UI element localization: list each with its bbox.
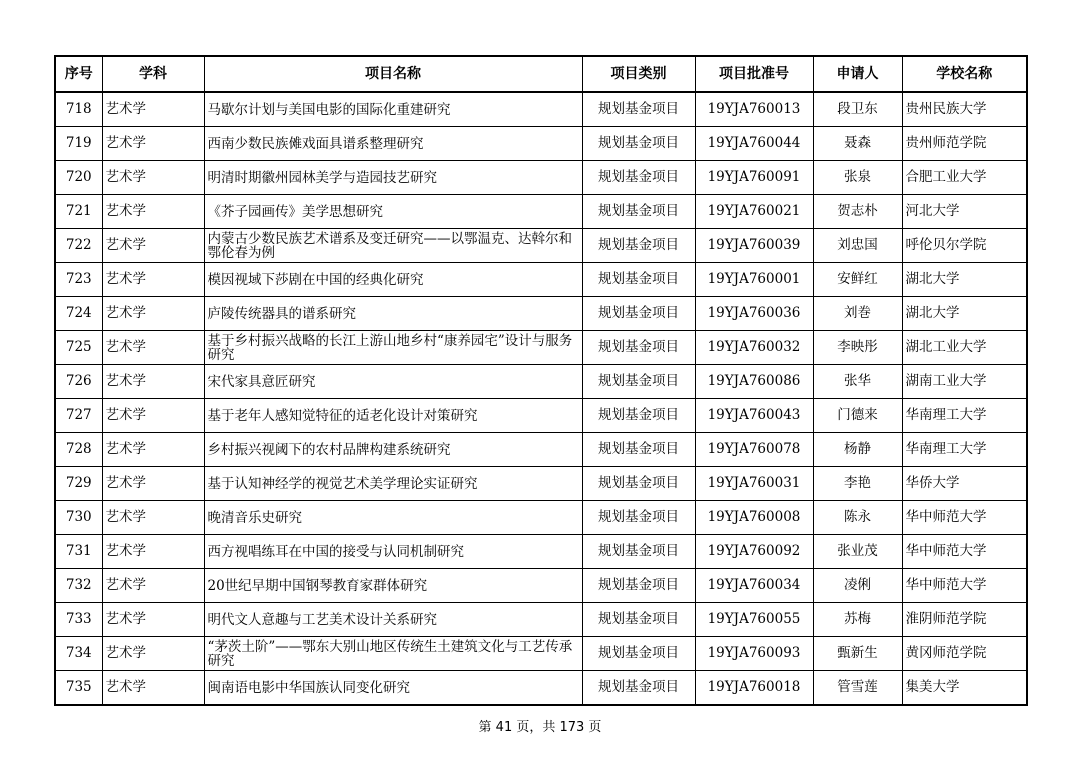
cell-project-type: 规划基金项目 — [582, 127, 695, 161]
cell-project-type: 规划基金项目 — [582, 331, 695, 365]
cell-applicant: 张泉 — [813, 161, 902, 195]
cell-school: 集美大学 — [902, 671, 1027, 706]
cell-index: 731 — [55, 535, 102, 569]
cell-index: 728 — [55, 433, 102, 467]
cell-approval-number: 19YJA760044 — [695, 127, 813, 161]
header-discipline: 学科 — [102, 56, 204, 92]
table-row — [55, 229, 1027, 263]
cell-project-name: 《芥子园画传》美学思想研究 — [204, 195, 582, 229]
cell-index: 734 — [55, 637, 102, 671]
cell-project-type: 规划基金项目 — [582, 263, 695, 297]
header-applicant: 申请人 — [813, 56, 902, 92]
cell-school: 湖北工业大学 — [902, 331, 1027, 365]
table-row — [55, 671, 1027, 706]
cell-approval-number: 19YJA760039 — [695, 229, 813, 263]
cell-applicant: 张业茂 — [813, 535, 902, 569]
cell-approval-number: 19YJA760091 — [695, 161, 813, 195]
cell-approval-number: 19YJA760093 — [695, 637, 813, 671]
cell-index: 724 — [55, 297, 102, 331]
cell-project-type: 规划基金项目 — [582, 467, 695, 501]
table-row — [55, 637, 1027, 671]
cell-approval-number: 19YJA760078 — [695, 433, 813, 467]
cell-approval-number: 19YJA760008 — [695, 501, 813, 535]
cell-school: 华南理工大学 — [902, 433, 1027, 467]
cell-project-name: 庐陵传统器具的谱系研究 — [204, 297, 582, 331]
cell-discipline: 艺术学 — [102, 331, 204, 365]
cell-school: 黄冈师范学院 — [902, 637, 1027, 671]
cell-project-type: 规划基金项目 — [582, 637, 695, 671]
cell-school: 湖北大学 — [902, 263, 1027, 297]
cell-applicant: 凌俐 — [813, 569, 902, 603]
cell-discipline: 艺术学 — [102, 92, 204, 127]
cell-index: 723 — [55, 263, 102, 297]
table-row — [55, 467, 1027, 501]
cell-school: 呼伦贝尔学院 — [902, 229, 1027, 263]
cell-approval-number: 19YJA760031 — [695, 467, 813, 501]
table-row — [55, 195, 1027, 229]
cell-project-type: 规划基金项目 — [582, 671, 695, 706]
header-project-type: 项目类别 — [582, 56, 695, 92]
cell-school: 华中师范大学 — [902, 535, 1027, 569]
cell-project-type: 规划基金项目 — [582, 161, 695, 195]
table-row — [55, 263, 1027, 297]
cell-index: 719 — [55, 127, 102, 161]
cell-project-name: 宋代家具意匠研究 — [204, 365, 582, 399]
cell-index: 720 — [55, 161, 102, 195]
table-row — [55, 535, 1027, 569]
cell-discipline: 艺术学 — [102, 569, 204, 603]
cell-school: 贵州民族大学 — [902, 92, 1027, 127]
table-row — [55, 603, 1027, 637]
cell-approval-number: 19YJA760034 — [695, 569, 813, 603]
cell-project-type: 规划基金项目 — [582, 297, 695, 331]
cell-school: 合肥工业大学 — [902, 161, 1027, 195]
table-row — [55, 365, 1027, 399]
cell-project-type: 规划基金项目 — [582, 399, 695, 433]
table-row — [55, 569, 1027, 603]
cell-approval-number: 19YJA760043 — [695, 399, 813, 433]
cell-applicant: 陈永 — [813, 501, 902, 535]
cell-project-name: 乡村振兴视阈下的农村品牌构建系统研究 — [204, 433, 582, 467]
cell-applicant: 聂森 — [813, 127, 902, 161]
cell-index: 718 — [55, 92, 102, 127]
cell-project-name: 基于乡村振兴战略的长江上游山地乡村“康养园宅”设计与服务研究 — [204, 331, 582, 365]
cell-applicant: 张华 — [813, 365, 902, 399]
cell-approval-number: 19YJA760086 — [695, 365, 813, 399]
cell-project-name: 明清时期徽州园林美学与造园技艺研究 — [204, 161, 582, 195]
table-body — [55, 92, 1027, 705]
cell-index: 733 — [55, 603, 102, 637]
cell-discipline: 艺术学 — [102, 637, 204, 671]
cell-school: 华中师范大学 — [902, 501, 1027, 535]
cell-approval-number: 19YJA760092 — [695, 535, 813, 569]
cell-school: 贵州师范学院 — [902, 127, 1027, 161]
cell-index: 722 — [55, 229, 102, 263]
cell-project-type: 规划基金项目 — [582, 229, 695, 263]
cell-project-name: 马歇尔计划与美国电影的国际化重建研究 — [204, 92, 582, 127]
header-school: 学校名称 — [902, 56, 1027, 92]
cell-index: 735 — [55, 671, 102, 706]
page-footer: 第 41 页，共 173 页 — [478, 720, 602, 735]
cell-applicant: 门德来 — [813, 399, 902, 433]
table-row — [55, 161, 1027, 195]
cell-applicant: 贺志朴 — [813, 195, 902, 229]
cell-applicant: 刘巻 — [813, 297, 902, 331]
cell-index: 721 — [55, 195, 102, 229]
cell-discipline: 艺术学 — [102, 535, 204, 569]
cell-applicant: 安鲜红 — [813, 263, 902, 297]
cell-approval-number: 19YJA760055 — [695, 603, 813, 637]
table-row — [55, 331, 1027, 365]
cell-index: 726 — [55, 365, 102, 399]
cell-school: 淮阴师范学院 — [902, 603, 1027, 637]
table-row — [55, 127, 1027, 161]
cell-discipline: 艺术学 — [102, 297, 204, 331]
cell-applicant: 苏梅 — [813, 603, 902, 637]
cell-project-name: 模因视域下莎剧在中国的经典化研究 — [204, 263, 582, 297]
cell-index: 727 — [55, 399, 102, 433]
cell-approval-number: 19YJA760001 — [695, 263, 813, 297]
cell-discipline: 艺术学 — [102, 229, 204, 263]
project-table — [54, 55, 1028, 706]
cell-discipline: 艺术学 — [102, 433, 204, 467]
table-row — [55, 92, 1027, 127]
cell-index: 730 — [55, 501, 102, 535]
cell-project-type: 规划基金项目 — [582, 535, 695, 569]
cell-discipline: 艺术学 — [102, 399, 204, 433]
cell-discipline: 艺术学 — [102, 127, 204, 161]
cell-discipline: 艺术学 — [102, 467, 204, 501]
cell-index: 725 — [55, 331, 102, 365]
cell-project-name: 内蒙古少数民族艺术谱系及变迁研究——以鄂温克、达斡尔和鄂伦春为例 — [204, 229, 582, 263]
cell-school: 湖南工业大学 — [902, 365, 1027, 399]
cell-discipline: 艺术学 — [102, 161, 204, 195]
cell-approval-number: 19YJA760036 — [695, 297, 813, 331]
cell-index: 729 — [55, 467, 102, 501]
header-approval-number: 项目批准号 — [695, 56, 813, 92]
cell-project-type: 规划基金项目 — [582, 365, 695, 399]
cell-school: 河北大学 — [902, 195, 1027, 229]
table-header-row — [55, 56, 1027, 92]
cell-applicant: 管雪莲 — [813, 671, 902, 706]
cell-school: 华南理工大学 — [902, 399, 1027, 433]
cell-project-name: 西南少数民族傩戏面具谱系整理研究 — [204, 127, 582, 161]
cell-project-type: 规划基金项目 — [582, 569, 695, 603]
cell-project-name: “茅茨土阶”——鄂东大别山地区传统生土建筑文化与工艺传承研究 — [204, 637, 582, 671]
cell-applicant: 李艳 — [813, 467, 902, 501]
cell-discipline: 艺术学 — [102, 365, 204, 399]
cell-project-name: 20世纪早期中国钢琴教育家群体研究 — [204, 569, 582, 603]
table-row — [55, 297, 1027, 331]
cell-applicant: 段卫东 — [813, 92, 902, 127]
cell-project-type: 规划基金项目 — [582, 501, 695, 535]
table-row — [55, 399, 1027, 433]
cell-discipline: 艺术学 — [102, 671, 204, 706]
cell-approval-number: 19YJA760018 — [695, 671, 813, 706]
cell-discipline: 艺术学 — [102, 195, 204, 229]
cell-project-type: 规划基金项目 — [582, 433, 695, 467]
cell-approval-number: 19YJA760013 — [695, 92, 813, 127]
cell-project-name: 基于认知神经学的视觉艺术美学理论实证研究 — [204, 467, 582, 501]
cell-project-type: 规划基金项目 — [582, 195, 695, 229]
table-row — [55, 433, 1027, 467]
cell-school: 华侨大学 — [902, 467, 1027, 501]
cell-project-type: 规划基金项目 — [582, 92, 695, 127]
cell-project-name: 闽南语电影中华国族认同变化研究 — [204, 671, 582, 706]
cell-index: 732 — [55, 569, 102, 603]
cell-discipline: 艺术学 — [102, 603, 204, 637]
header-index: 序号 — [55, 56, 102, 92]
cell-school: 华中师范大学 — [902, 569, 1027, 603]
cell-project-name: 晚清音乐史研究 — [204, 501, 582, 535]
cell-project-name: 明代文人意趣与工艺美术设计关系研究 — [204, 603, 582, 637]
cell-school: 湖北大学 — [902, 297, 1027, 331]
table-row — [55, 501, 1027, 535]
cell-applicant: 杨静 — [813, 433, 902, 467]
project-list-sheet — [54, 55, 1026, 706]
cell-approval-number: 19YJA760032 — [695, 331, 813, 365]
cell-project-name: 西方视唱练耳在中国的接受与认同机制研究 — [204, 535, 582, 569]
header-project-name: 项目名称 — [204, 56, 582, 92]
cell-project-name: 基于老年人感知觉特征的适老化设计对策研究 — [204, 399, 582, 433]
cell-discipline: 艺术学 — [102, 263, 204, 297]
cell-applicant: 甄新生 — [813, 637, 902, 671]
cell-applicant: 刘忠国 — [813, 229, 902, 263]
cell-applicant: 李映彤 — [813, 331, 902, 365]
cell-approval-number: 19YJA760021 — [695, 195, 813, 229]
cell-project-type: 规划基金项目 — [582, 603, 695, 637]
cell-discipline: 艺术学 — [102, 501, 204, 535]
